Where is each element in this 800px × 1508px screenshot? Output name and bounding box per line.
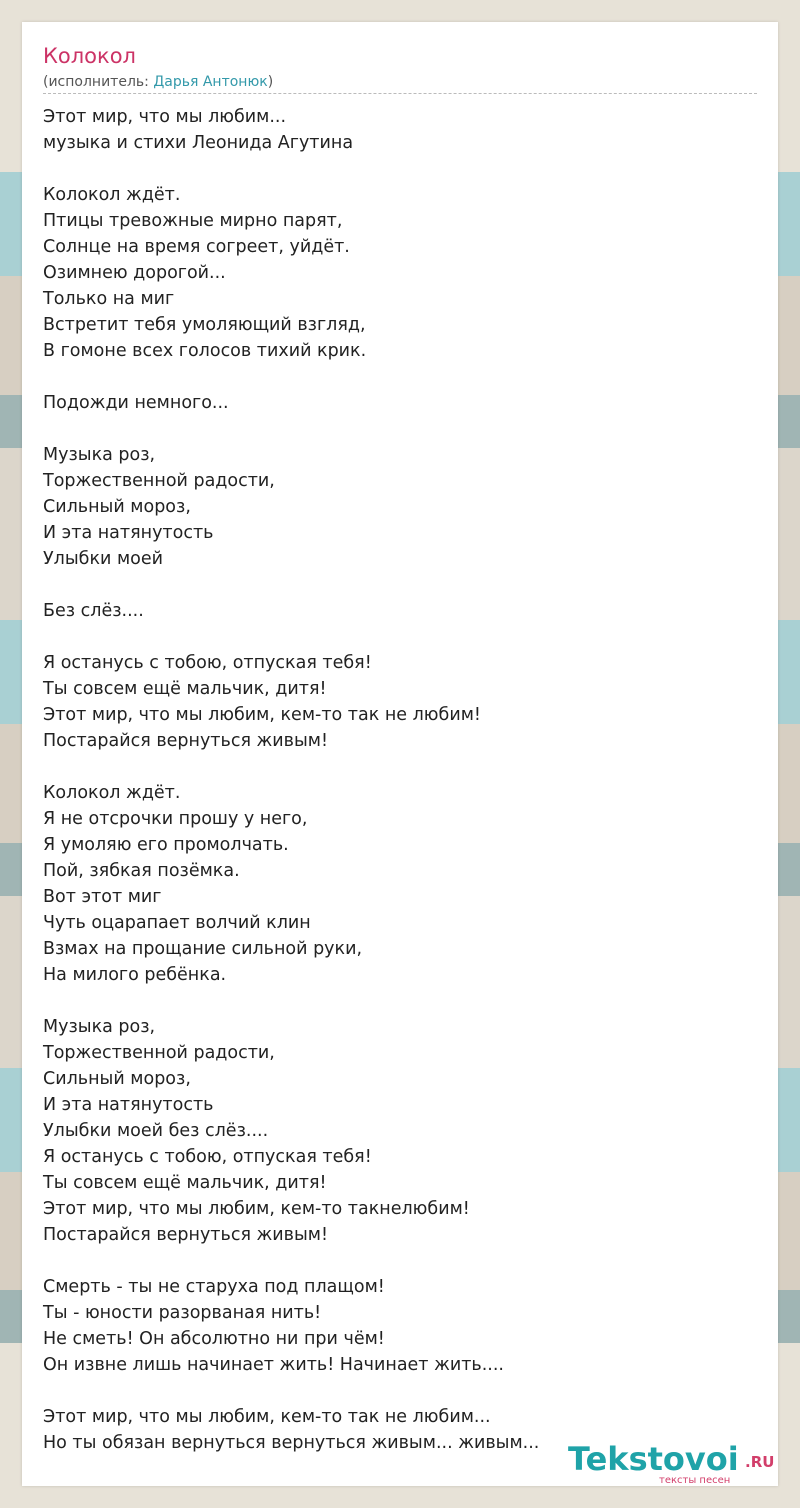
lyric-line: Смерть - ты не старуха под плащом! — [43, 1277, 385, 1297]
lyric-line: Этот мир, что мы любим... — [43, 107, 287, 127]
song-title: Колокол — [43, 44, 136, 68]
lyric-line: Ты совсем ещё мальчик, дитя! — [43, 1173, 327, 1193]
lyric-line: музыка и стихи Леонида Агутина — [43, 133, 354, 153]
lyric-line: Постарайся вернуться живым! — [43, 731, 329, 751]
lyric-line — [43, 988, 743, 1014]
lyric-line: Пой, зябкая позёмка. — [43, 861, 240, 881]
lyric-line: Улыбки моей — [43, 549, 164, 569]
lyric-line: Взмах на прощание сильной руки, — [43, 939, 363, 959]
lyric-line: Но ты обязан вернуться вернуться живым... живым... — [43, 1433, 540, 1453]
lyric-line: Этот мир, что мы любим, кем-то так не любим... — [43, 1407, 491, 1427]
lyric-line: Только на миг — [43, 289, 175, 309]
lyric-line: Улыбки моей без слёз.... — [43, 1121, 269, 1141]
lyric-line — [43, 156, 743, 182]
lyric-line — [43, 572, 743, 598]
logo-domain: .RU — [745, 1453, 775, 1471]
lyric-line: Озимнею дорогой... — [43, 263, 226, 283]
title-divider — [43, 93, 757, 94]
lyric-line: Сильный мороз, — [43, 497, 191, 517]
lyric-line: Ты - юности разорваная нить! — [43, 1303, 322, 1323]
lyrics-card — [22, 22, 778, 1486]
logo-tagline: тексты песен — [659, 1475, 731, 1486]
performer-prefix: (исполнитель: — [43, 74, 154, 90]
lyric-line: И эта натянутость — [43, 1095, 214, 1115]
lyric-line: Торжественной радости, — [43, 1043, 275, 1063]
lyric-line — [43, 416, 743, 442]
performer-link[interactable]: Дарья Антонюк — [153, 74, 268, 90]
logo-wordmark: Tekstovoi — [568, 1440, 739, 1478]
lyric-line: Я не отсрочки прошу у него, — [43, 809, 308, 829]
lyric-line — [43, 624, 743, 650]
lyric-line: Постарайся вернуться живым! — [43, 1225, 329, 1245]
performer-suffix: ) — [267, 74, 274, 90]
lyric-line — [43, 364, 743, 390]
lyric-line: Музыка роз, — [43, 1017, 156, 1037]
lyric-line: Подожди немного... — [43, 393, 229, 413]
lyric-line: Я останусь с тобою, отпуская тебя! — [43, 653, 372, 673]
lyrics-text — [43, 104, 743, 1456]
lyric-line: Сильный мороз, — [43, 1069, 191, 1089]
lyric-line: Без слёз.... — [43, 601, 144, 621]
lyric-line — [43, 754, 743, 780]
lyric-line: В гомоне всех голосов тихий крик. — [43, 341, 367, 361]
lyric-line: И эта натянутость — [43, 523, 214, 543]
lyric-line: Чуть оцарапает волчий клин — [43, 913, 311, 933]
lyric-line: Этот мир, что мы любим, кем-то такнелюбим! — [43, 1199, 470, 1219]
lyric-line: Колокол ждёт. — [43, 185, 181, 205]
lyric-line: На милого ребёнка. — [43, 965, 227, 985]
lyric-line: Встретит тебя умоляющий взгляд, — [43, 315, 366, 335]
lyric-line: Я умоляю его промолчать. — [43, 835, 289, 855]
performer-line — [43, 73, 273, 91]
lyric-line: Я останусь с тобою, отпуская тебя! — [43, 1147, 372, 1167]
lyric-line: Этот мир, что мы любим, кем-то так не любим! — [43, 705, 481, 725]
lyric-line: Птицы тревожные мирно парят, — [43, 211, 343, 231]
lyric-line: Торжественной радости, — [43, 471, 275, 491]
lyric-line: Ты совсем ещё мальчик, дитя! — [43, 679, 327, 699]
lyric-line: Вот этот миг — [43, 887, 162, 907]
lyric-line — [43, 1378, 743, 1404]
lyric-line: Музыка роз, — [43, 445, 156, 465]
lyric-line: Солнце на время согреет, уйдёт. — [43, 237, 350, 257]
site-logo[interactable] — [568, 1440, 778, 1486]
lyric-line: Он извне лишь начинает жить! Начинает жить.... — [43, 1355, 504, 1375]
lyric-line: Не сметь! Он абсолютно ни при чём! — [43, 1329, 385, 1349]
lyric-line — [43, 1248, 743, 1274]
lyric-line: Колокол ждёт. — [43, 783, 181, 803]
